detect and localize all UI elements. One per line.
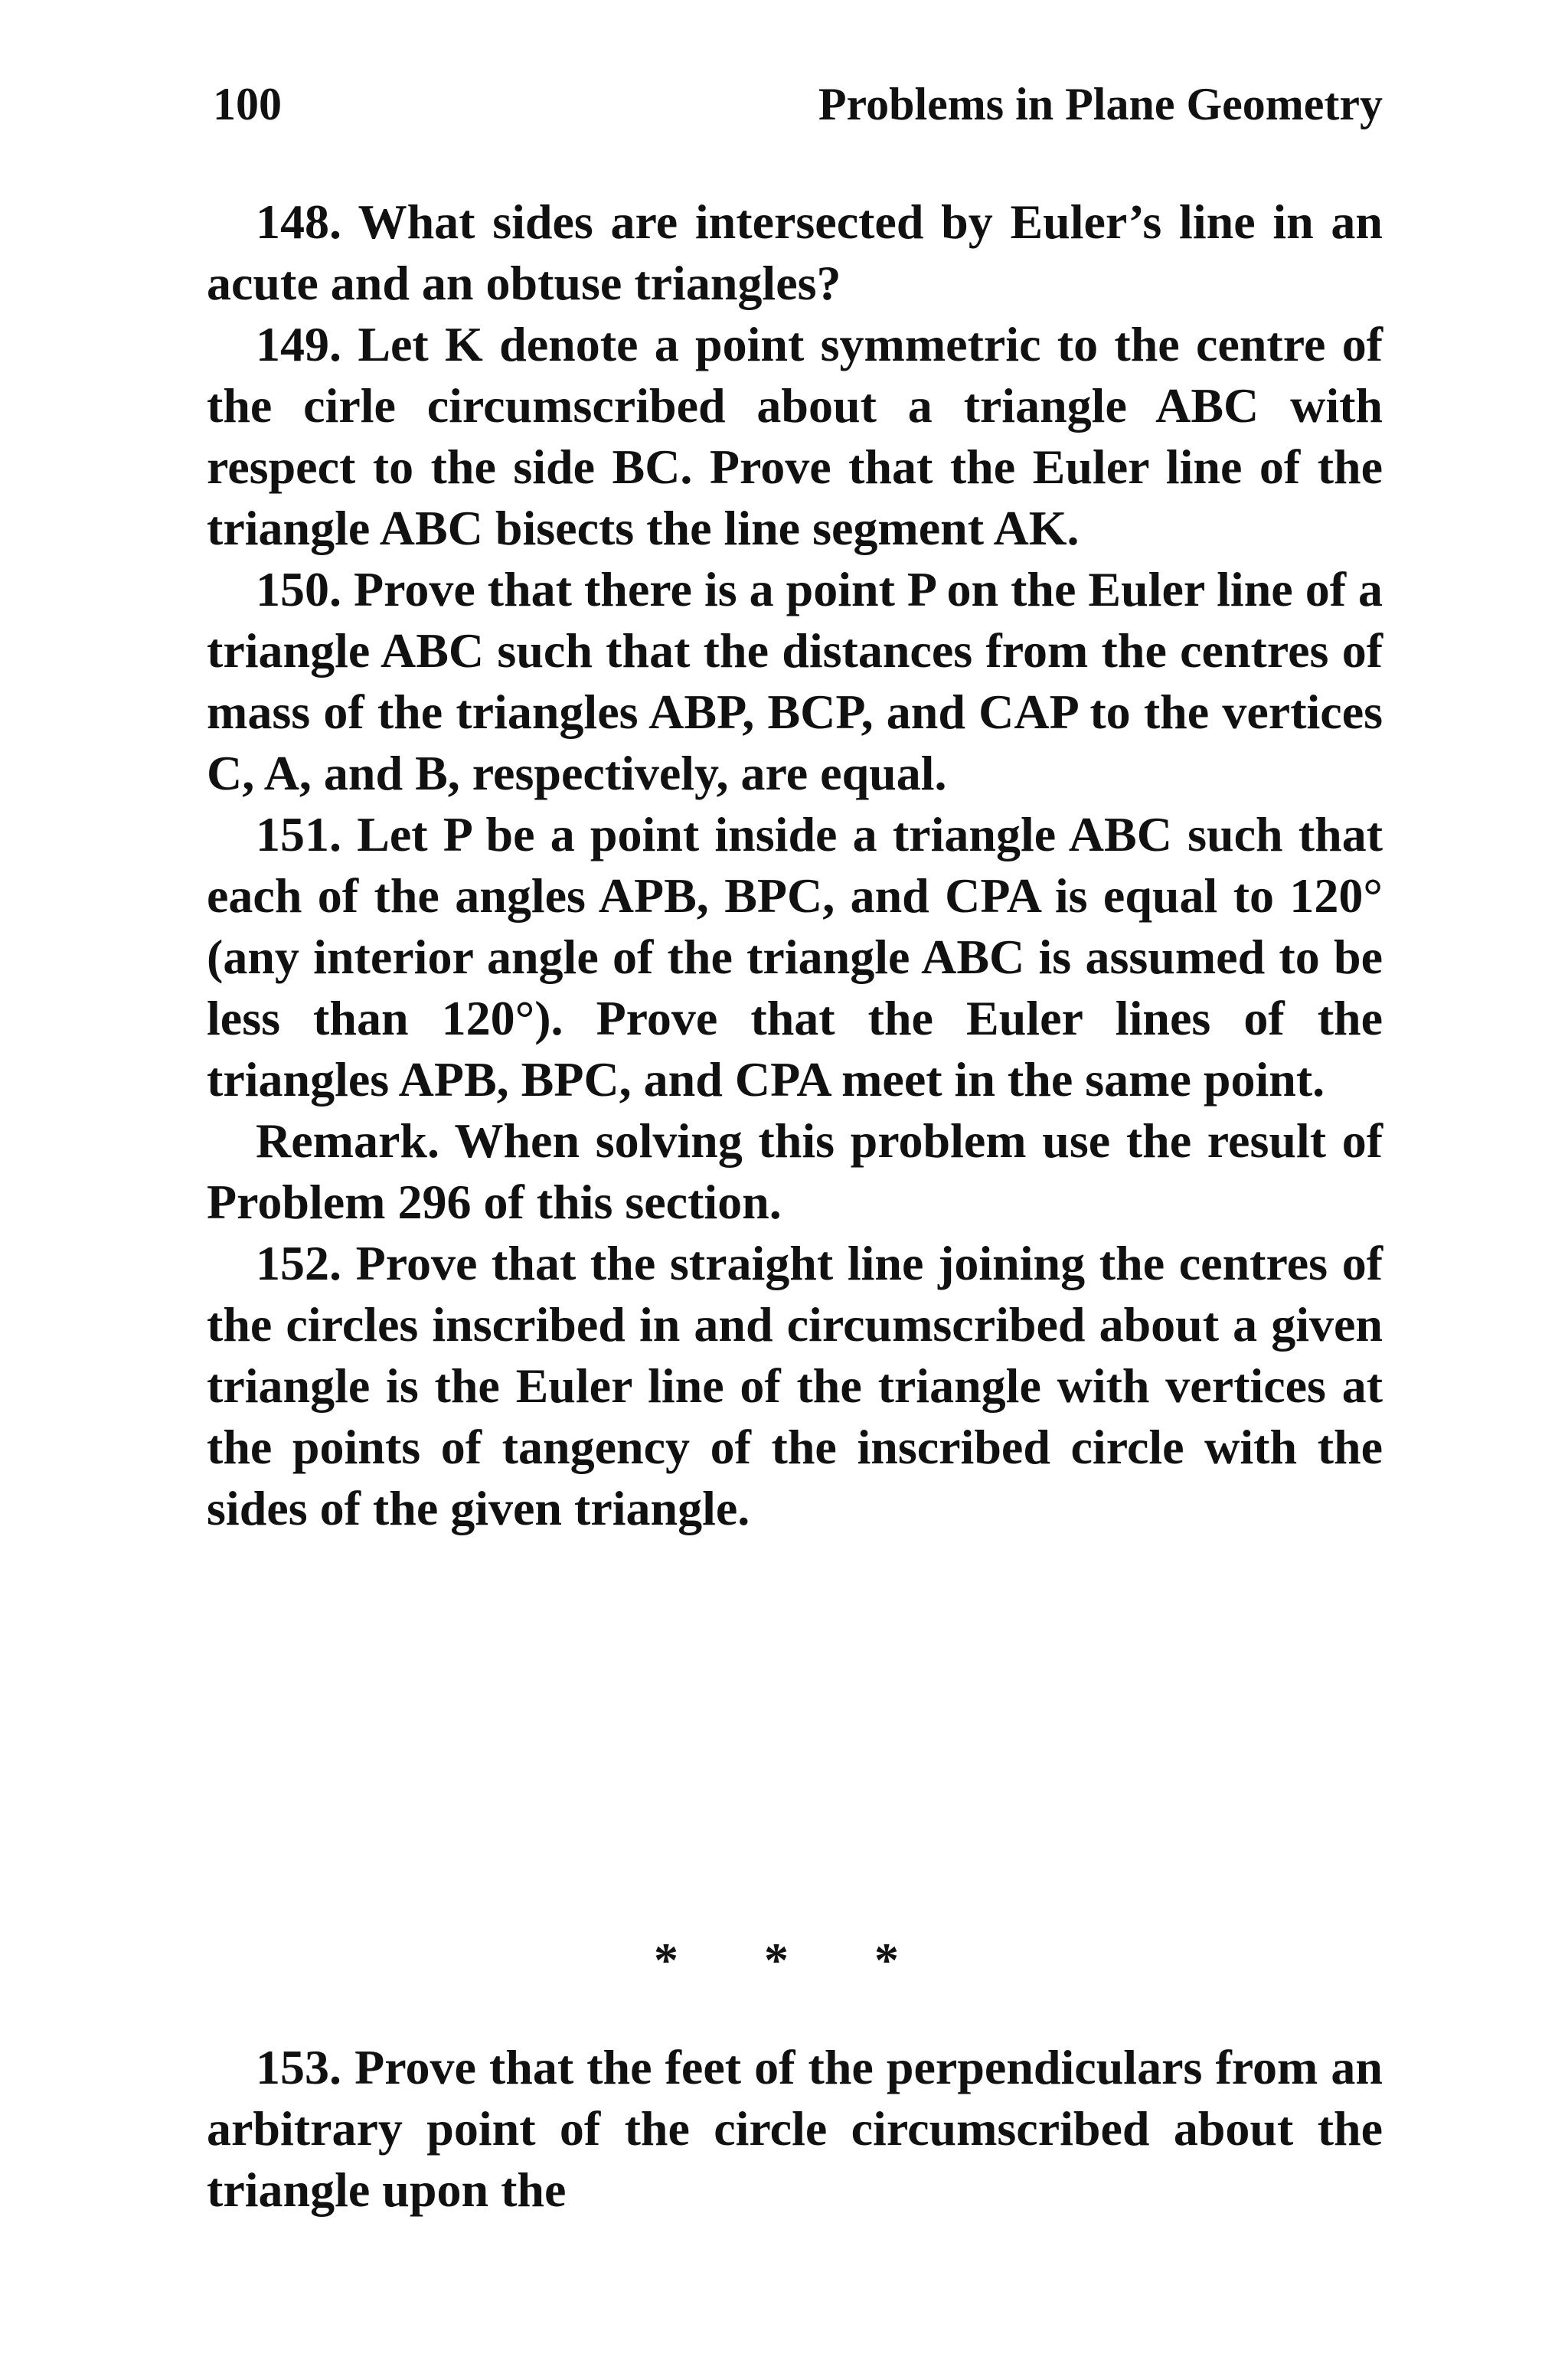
problem-text: Prove that there is a point P on the Euler line of a triangle ABC such that the distances from the centres of mass of the triangles ABP, BCP, and CAP to the vertices C, A, and B, respectively, are equal.	[207, 562, 1383, 800]
problem-text: Let K denote a point symmetric to the centre of the cirle circumscribed about a triangle ABC with respect to the side BC. Prove that the Euler line of the triangle ABC bisects the line segment AK.	[207, 317, 1383, 555]
section-separator: * * *	[654, 1933, 936, 1987]
problem-153	[207, 2037, 1383, 2221]
problem-number: 151.	[256, 807, 341, 861]
problem-text: Prove that the feet of the perpendiculars from an arbitrary point of the circle circumscribed about the triangle upon the	[207, 2040, 1383, 2217]
problem-149	[207, 314, 1383, 559]
problem-152	[207, 1233, 1383, 1539]
problem-151	[207, 804, 1383, 1110]
remark-label: Remark.	[256, 1113, 439, 1168]
problem-number: 148.	[256, 195, 341, 249]
problem-number: 152.	[256, 1236, 341, 1290]
problem-number: 150.	[256, 562, 341, 616]
problems-section-2	[207, 2037, 1383, 2221]
problem-number: 149.	[256, 317, 341, 371]
problems-section	[207, 191, 1383, 1539]
remark-text: When solving this problem use the result of Problem 296 of this section.	[207, 1113, 1383, 1229]
page-header	[207, 74, 1383, 135]
problem-text: Let P be a point inside a triangle ABC such that each of the angles APB, BPC, and CPA is equal to 120° (any interior angle of the triangle ABC is assumed to be less than 120°). Prove that the Euler lines of the triangles APB, BPC, and CPA meet in the same point.	[207, 807, 1383, 1107]
problem-text: Prove that the straight line joining the centres of the circles inscribed in and circumscribed about a given triangle is the Euler line of the triangle with vertices at the points of tangency of the inscribed circle with the sides of the given triangle.	[207, 1236, 1383, 1535]
page-number: 100	[213, 79, 282, 129]
running-title: Problems in Plane Geometry	[818, 79, 1383, 129]
remark	[207, 1110, 1383, 1233]
problem-148	[207, 191, 1383, 314]
problem-number: 153.	[256, 2040, 341, 2094]
problem-text: What sides are intersected by Euler’s line in an acute and an obtuse triangles?	[207, 195, 1383, 310]
problem-150	[207, 559, 1383, 804]
